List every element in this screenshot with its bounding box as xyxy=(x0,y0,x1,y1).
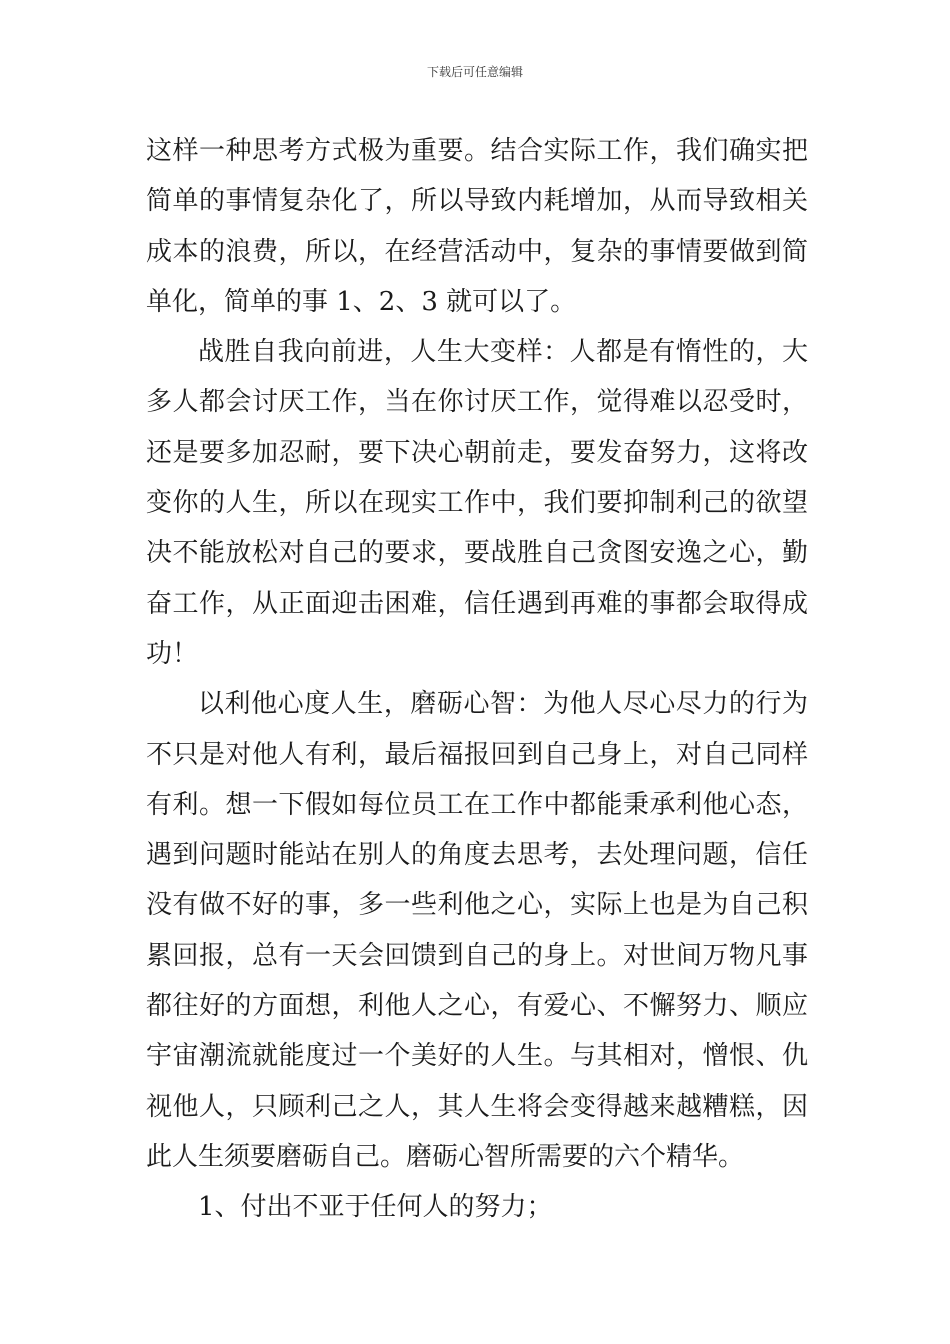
list-item: 1、付出不亚于任何人的努力； xyxy=(198,1192,553,1223)
text-line: 还是要多加忍耐，要下决心朝前走，要发奋努力，这将改 xyxy=(146,437,808,468)
text-line: 功！ xyxy=(146,638,199,669)
text-line: 遇到问题时能站在别人的角度去思考，去处理问题，信任 xyxy=(146,840,808,871)
text-line: 决不能放松对自己的要求，要战胜自己贪图安逸之心，勤 xyxy=(146,538,808,569)
text-line: 这样一种思考方式极为重要。结合实际工作，我们确实把 xyxy=(146,136,808,166)
text-line: 单化，简单的事 1、2、3 就可以了。 xyxy=(146,286,577,317)
text-line: 有利。想一下假如每位员工在工作中都能秉承利他心态， xyxy=(146,789,808,820)
text-line: 成本的浪费，所以，在经营活动中，复杂的事情要做到简 xyxy=(146,236,808,267)
text-line: 没有做不好的事，多一些利他之心，实际上也是为自己积 xyxy=(146,890,808,921)
text-line: 此人生须要磨砺自己。磨砺心智所需要的六个精华。 xyxy=(146,1141,745,1172)
text-line: 都往好的方面想，利他人之心，有爱心、不懈努力、顺应 xyxy=(146,991,808,1022)
text-line: 视他人，只顾利己之人，其人生将会变得越来越糟糕，因 xyxy=(146,1091,808,1122)
text-line: 累回报，总有一天会回馈到自己的身上。对世间万物凡事 xyxy=(146,940,808,971)
text-line: 宇宙潮流就能度过一个美好的人生。与其相对，憎恨、仇 xyxy=(146,1041,808,1072)
text-line: 不只是对他人有利，最后福报回到自己身上，对自己同样 xyxy=(146,739,808,770)
text-line: 简单的事情复杂化了，所以导致内耗增加，从而导致相关 xyxy=(146,186,808,217)
document-body xyxy=(146,126,808,1233)
text-line: 变你的人生，所以在现实工作中，我们要抑制利己的欲望 xyxy=(146,488,808,519)
paragraph-first-line: 以利他心度人生，磨砺心智：为他人尽心尽力的行为 xyxy=(198,689,808,720)
page-header: 下载后可任意编辑 xyxy=(426,65,523,79)
text-line: 奋工作，从正面迎击困难，信任遇到再难的事都会取得成 xyxy=(146,588,808,619)
paragraph-first-line: 战胜自我向前进，人生大变样：人都是有惰性的，大 xyxy=(198,337,808,368)
text-line: 多人都会讨厌工作，当在你讨厌工作，觉得难以忍受时， xyxy=(146,387,808,418)
